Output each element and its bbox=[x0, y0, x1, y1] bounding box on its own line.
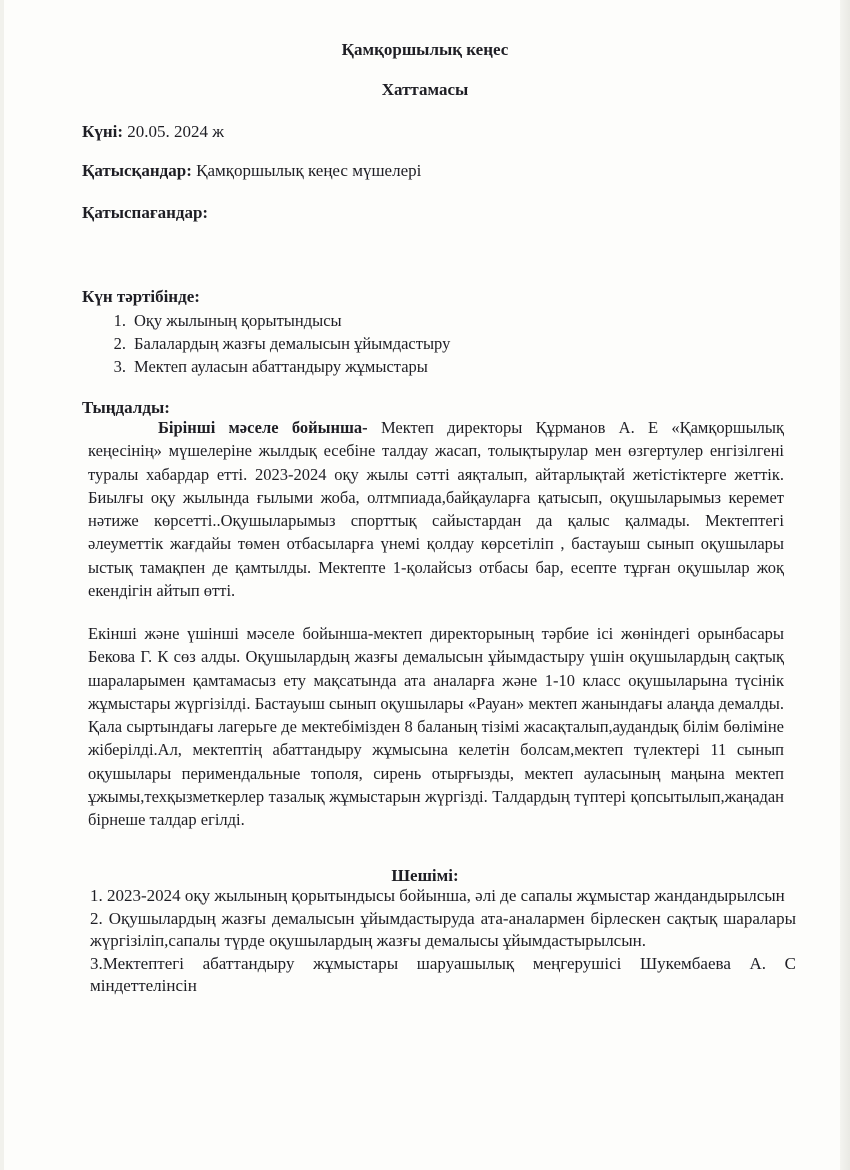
date-line bbox=[82, 122, 224, 142]
first-issue-text: Мектеп директоры Құрманов А. Е «Қамқоршылық кеңесінің» мүшелеріне жылдық есебіне талдау жасап, толықтырулар мен өзгертулер енгізілгені туралы хабардар етті. 2023-2024 оқу жылы сәтті аяқталып, айтарлықтай жетістіктерге жеттік. Биылғы оқу жылында ғылыми жоба, олтмпиада,байқауларға қатысып, оқушыларымыз керемет нәтиже көрсетті..Оқушыларымыз спорттық сайыстардан да қалыс қалмады. Мектептегі әлеуметтік жағдайы төмен отбасыларға үнемі қолдау көрсетіліп , бастауыш сынып оқушылары ыстық тамақпен де қамтылды. Мектепте 1-қолайсыз отбасы бар, есепте тұрған оқушылар жоқ екендігін айтып өтті. bbox=[88, 418, 784, 601]
document-title: Қамқоршылық кеңес bbox=[341, 40, 509, 59]
participants-value: Қамқоршылық кеңес мүшелері bbox=[196, 161, 422, 180]
date-label: Күні: bbox=[82, 122, 124, 141]
scan-edge bbox=[840, 0, 850, 1170]
absent-label: Қатыспағандар: bbox=[82, 203, 209, 222]
participants-label: Қатысқандар: bbox=[82, 161, 192, 180]
agenda-heading: Күн тәртібінде: bbox=[82, 287, 200, 306]
agenda-number: 3. bbox=[113, 357, 126, 376]
decision-item: 3.Мектептегі абаттандыру жұмыстары шаруашылық меңгерушісі Шукембаева А. С міндеттелінсін bbox=[90, 953, 796, 996]
agenda-number: 2. bbox=[113, 334, 126, 353]
agenda-list bbox=[82, 309, 450, 378]
participants-line bbox=[82, 161, 421, 181]
first-issue-lead: Бірінші мәселе бойынша- bbox=[158, 418, 368, 437]
agenda-item-text: Балалардың жазғы демалысын ұйымдастыру bbox=[134, 334, 451, 353]
list-item bbox=[82, 309, 450, 332]
agenda-number: 1. bbox=[113, 311, 126, 330]
heard-heading: Тыңдалды: bbox=[82, 398, 170, 417]
list-item bbox=[82, 355, 450, 378]
decision-item: 2. Оқушылардың жазғы демалысын ұйымдастыруда ата-аналармен бірлескен сақтық шаралары жүргізіліп,сапалы түрде оқушылардың жазғы демалысы ұйымдастырылсын. bbox=[90, 908, 796, 951]
decision-heading: Шешімі: bbox=[391, 866, 459, 885]
document-subtitle: Хаттамасы bbox=[381, 80, 469, 99]
absent-line bbox=[82, 203, 208, 223]
list-item bbox=[82, 332, 450, 355]
first-issue-paragraph bbox=[88, 416, 784, 602]
scan-edge bbox=[0, 0, 4, 1170]
decision-list bbox=[90, 885, 796, 998]
decision-item: 1. 2023-2024 оқу жылының қорытындысы бойынша, әлі де сапалы жұмыстар жандандырылсын bbox=[90, 886, 785, 905]
second-third-issue-paragraph: Екінші және үшінші мәселе бойынша-мектеп директорының тәрбие ісі жөніндегі орынбасары Бекова Г. К сөз алды. Оқушылардың жазғы демалысын ұйымдастыру үшін оқушылардың сақтық шараларымен қамтамасыз ету мақсатында ата аналарға және 1-10 класс оқушыларына түсінік жұмыстары жүргізілді. Бастауыш сынып оқушылары «Рауан» мектеп жанындағы алаңда демалды. Қала сыртындағы лагерьге де мектебімізден 8 баланың тізімі жасақталып,аудандық білім бөліміне жіберілді.Ал, мектептің абаттандыру жұмысына келетін болсам,мектеп түлектері 11 сынып оқушылары перимендальные тополя, сирень отырғызды, мектеп ауласының маңына мектеп ұжымы,техқызметкерлер тазалық жұмыстарын жүргізді. Талдардың түптері қопсытылып,жаңадан бірнеше талдар егілді. bbox=[88, 624, 784, 830]
agenda-item-text: Мектеп ауласын абаттандыру жұмыстары bbox=[134, 357, 428, 376]
date-value: 20.05. 2024 ж bbox=[127, 122, 225, 141]
agenda-item-text: Оқу жылының қорытындысы bbox=[134, 311, 342, 330]
